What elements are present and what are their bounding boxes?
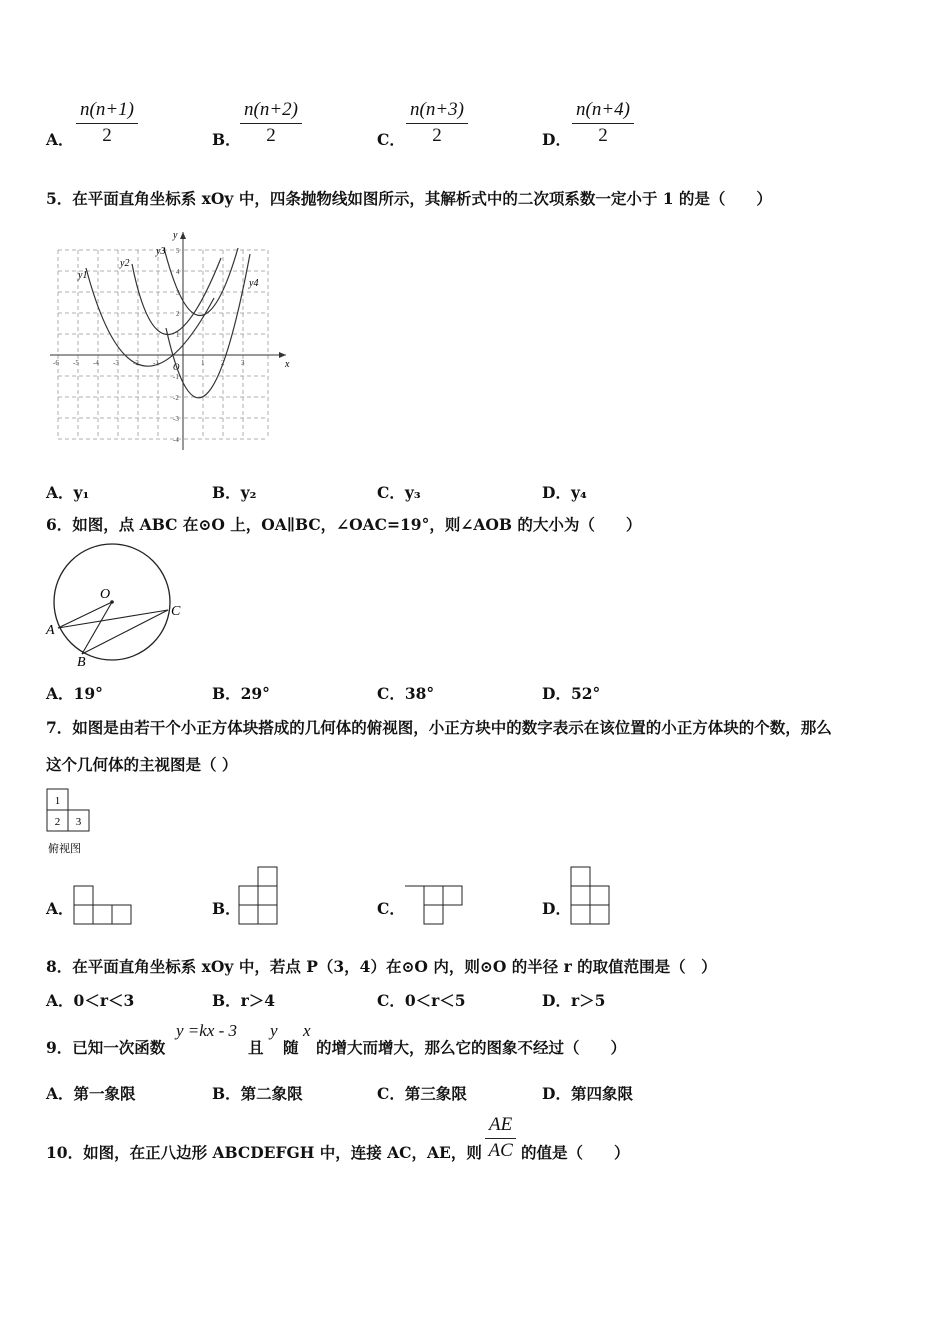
- q6-option-d: D．52°: [542, 684, 601, 703]
- parabola-y1: [86, 268, 214, 366]
- q4-option-c-fraction: [406, 97, 468, 148]
- label-c: C: [171, 604, 181, 619]
- q5-option-a: A．y₁: [46, 483, 90, 502]
- q5-option-b: B．y₂: [212, 483, 257, 502]
- x-tick-label: -6: [53, 359, 59, 367]
- q4-option-b: [212, 128, 241, 150]
- q7-option-a-figure: [73, 885, 133, 927]
- q8-option-c: C．0＜r＜5: [377, 991, 466, 1010]
- label-b: B: [77, 655, 86, 670]
- q9-formula: y =kx - 3: [176, 1021, 238, 1040]
- q9-mid2: 随: [283, 1038, 299, 1057]
- y-axis-label: y: [173, 230, 178, 241]
- fraction-denominator: 2: [266, 125, 276, 146]
- fraction-denominator: 2: [432, 125, 442, 146]
- x-axis-label: x: [285, 359, 290, 370]
- fraction-numerator: n(n+3): [406, 97, 468, 124]
- x-tick-label: -2: [133, 359, 139, 367]
- q4-option-c: [377, 128, 405, 150]
- q5-stem: 5．在平面直角坐标系 xOy 中，四条抛物线如图所示，其解析式中的二次项系数一定小于 1 的是（ ）: [46, 189, 772, 208]
- y-tick-label: 2: [176, 310, 180, 318]
- q7-option-d: D．: [542, 899, 571, 918]
- curve-label-y4: y4: [249, 278, 259, 289]
- y-tick-label: 5: [176, 247, 180, 255]
- q9-var-x: x: [303, 1021, 311, 1040]
- q7-option-d-figure: [570, 866, 612, 926]
- y-tick-label: -3: [173, 415, 179, 423]
- q6-option-c: C．38°: [377, 684, 435, 703]
- q5-option-c: C．y₃: [377, 483, 421, 502]
- q4-option-b-fraction: [240, 97, 302, 148]
- curve-label-y1: y1: [78, 270, 88, 281]
- q5-parabola-graph: [46, 228, 296, 453]
- y-axis-arrow: [180, 232, 186, 239]
- y-tick-label: 1: [176, 331, 180, 339]
- label-a: A: [46, 623, 55, 638]
- q8-stem: 8．在平面直角坐标系 xOy 中，若点 P（3，4）在⊙O 内，则⊙O 的半径 r 的取值范围是（ ）: [46, 957, 717, 976]
- q10-suffix: 的值是（ ）: [521, 1143, 630, 1162]
- fraction-numerator: n(n+4): [572, 97, 634, 124]
- x-axis-arrow: [279, 352, 286, 358]
- y-tick-label: -2: [173, 394, 179, 402]
- option-label: C．: [377, 130, 405, 149]
- q4-option-d: [542, 128, 571, 150]
- fraction-numerator: n(n+2): [240, 97, 302, 124]
- q7-option-c: C．: [377, 899, 405, 918]
- q6-stem: 6．如图，点 ABC 在⊙O 上，OA∥BC，∠OAC=19°，则∠AOB 的大小为（ ）: [46, 515, 642, 534]
- q4-option-d-fraction: [572, 97, 634, 148]
- parabola-y3: [164, 248, 238, 316]
- cell-number: 3: [75, 816, 82, 828]
- q7-option-c-figure: [404, 885, 466, 927]
- fraction-numerator: AE: [485, 1112, 516, 1139]
- x-tick-label: -5: [73, 359, 79, 367]
- top-view-caption: 俯视图: [48, 843, 81, 855]
- q9-var-y: y: [270, 1021, 278, 1040]
- q8-option-a: A．0＜r＜3: [46, 991, 135, 1010]
- y-tick-label: -4: [173, 436, 179, 444]
- q9-option-a: A．第一象限: [46, 1084, 136, 1103]
- grid-lines: [58, 250, 268, 439]
- fraction-denominator: 2: [102, 125, 112, 146]
- curve-label-y2: y2: [120, 258, 130, 269]
- option-label: D．: [542, 130, 571, 149]
- fraction-denominator: 2: [598, 125, 608, 146]
- origin-label: O: [173, 362, 180, 372]
- q5-option-d: D．y₄: [542, 483, 587, 502]
- q9-prefix: 9．已知一次函数: [46, 1038, 166, 1057]
- q6-option-b: B．29°: [212, 684, 270, 703]
- y-tick-label: 3: [176, 289, 180, 297]
- x-tick-label: 2: [221, 359, 225, 367]
- option-label: B．: [212, 130, 241, 149]
- q7-option-a: A．: [46, 899, 74, 918]
- label-o: O: [100, 587, 111, 602]
- fraction-denominator: AC: [488, 1140, 513, 1161]
- q9-mid1: 且: [248, 1038, 264, 1057]
- x-tick-label: 1: [201, 359, 205, 367]
- q9-option-b: B．第二象限: [212, 1084, 303, 1103]
- q9-option-d: D．第四象限: [542, 1084, 633, 1103]
- cell-number: 2: [54, 816, 61, 828]
- option-label: A．: [46, 130, 74, 149]
- y-tick-label: 4: [176, 268, 180, 276]
- y-tick-label: -1: [173, 373, 179, 381]
- q6-option-a: A．19°: [46, 684, 103, 703]
- q7-option-b: B．: [212, 899, 241, 918]
- x-tick-label: -1: [153, 359, 159, 367]
- q9-suffix: 的增大而增大，那么它的图象不经过（ ）: [316, 1038, 627, 1057]
- q8-option-d: D．r＞5: [542, 991, 606, 1010]
- cell-number: 1: [54, 795, 61, 807]
- curve-label-y3: y3: [156, 246, 166, 257]
- q10-fraction: [485, 1112, 516, 1163]
- q4-option-a-fraction: [76, 97, 138, 148]
- q6-circle-figure: [44, 540, 189, 670]
- q7-stem-line2: 这个几何体的主视图是（ ）: [46, 755, 238, 774]
- q10-prefix: 10．如图，在正八边形 ABCDEFGH 中，连接 AC，AE，则: [46, 1143, 482, 1162]
- q7-stem-line1: 7．如图是由若干个小正方体块搭成的几何体的俯视图，小正方块中的数字表示在该位置的小正方体块的个数，那么: [46, 718, 832, 737]
- x-tick-label: -4: [93, 359, 99, 367]
- q4-option-a: [46, 128, 74, 150]
- q7-top-view: [46, 788, 106, 858]
- q9-option-c: C．第三象限: [377, 1084, 467, 1103]
- x-tick-label: 3: [241, 359, 245, 367]
- x-tick-label: -3: [113, 359, 119, 367]
- q8-option-b: B．r＞4: [212, 991, 276, 1010]
- fraction-numerator: n(n+1): [76, 97, 138, 124]
- q7-option-b-figure: [238, 866, 280, 926]
